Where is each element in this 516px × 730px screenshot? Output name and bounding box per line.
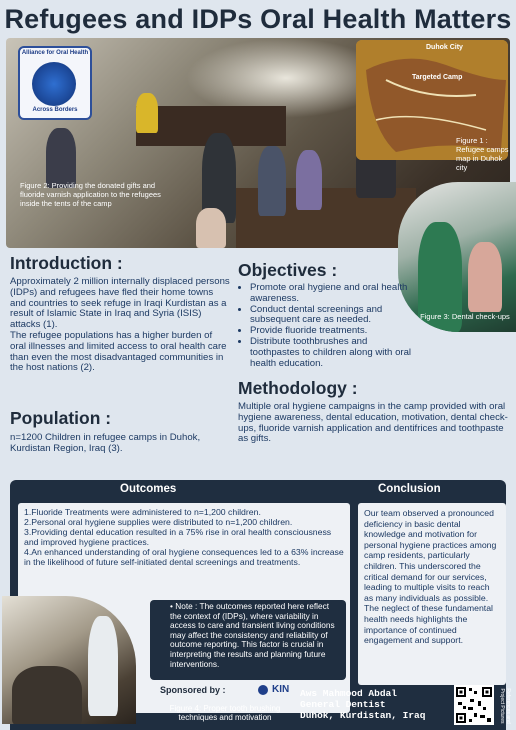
methodology-text: Multiple oral hygiene campaigns in the camp provided with oral hygiene awareness, dental education, motivation, dental check-ups, fluoride varnish application and dentifrices and toothpaste as gifts. (238, 401, 508, 445)
population-text: n=1200 Children in refugee camps in Duhok, Kurdistan Region, Iraq (3). (10, 432, 201, 454)
objective-item: • Promote oral hygiene and oral health awareness. (250, 283, 418, 305)
objective-item: • Distribute toothbrushes and toothpastes to children along with oral health education. (250, 337, 418, 369)
qr-side-label: References and Project Pictures (499, 688, 511, 724)
conclusion-box (358, 503, 506, 685)
objectives-list (238, 283, 418, 369)
population-heading: Population : (10, 408, 112, 428)
conclusion-heading: Conclusion (378, 483, 441, 495)
objectives-heading: Objectives : (238, 260, 338, 280)
author-place: Duhok, Kurdistan, Iraq (300, 710, 426, 721)
figure-3-caption: Figure 3: Dental check-ups (420, 312, 510, 321)
globe-icon (32, 62, 76, 106)
sponsor-label: Sponsored by : (160, 685, 226, 695)
outcome-item: 1.Fluoride Treatments were administered to n=1,200 children. (24, 507, 261, 517)
introduction-heading: Introduction : (10, 253, 123, 273)
map-camp-label: Targeted Camp (412, 74, 463, 81)
figure-2-caption: Figure 2: Providing the donated gifts and fluoride varnish application to the refugees inside the tents of the camp (20, 181, 161, 208)
objective-item: • Conduct dental screenings and subsequent care as needed. (250, 305, 418, 327)
objective-item: • Provide fluoride treatments. (250, 326, 418, 337)
introduction-paragraph-2: The refugee populations has a higher burden of oral illnesses and limited access to oral health care than even the most disadvantaged communities in the host nations (2). (10, 329, 227, 374)
map-city-label: Duhok City (426, 44, 463, 51)
author-name: Aws Mahmood Abdal (300, 688, 397, 699)
author-role: General Dentist (300, 699, 386, 710)
conclusion-text: Our team observed a pronounced deficiency in basic dental knowledge and motivation for personal hygiene practices among camp residents, particularly children. This underscored the critical demand for our services, leading to multiple visits to reach as many individuals as possible. The neglect of these fundamental health needs highlights the importance of continued engagement and support. (364, 508, 497, 646)
outcome-item: 4.An enhanced understanding of oral hygiene consequences led to a 63% increase in the likelihood of future self-initiated dental screenings and treatments. (24, 547, 344, 567)
outcomes-note (150, 600, 346, 680)
outcomes-heading: Outcomes (120, 483, 177, 495)
sponsor-brand: KIN (272, 684, 290, 695)
figure-4-caption: Figure 4: Proper tooth brushing techniques and motivation (169, 704, 281, 722)
figure-1-caption: Figure 1 : Refugee camps map in Duhok city (456, 136, 509, 172)
methodology-heading: Methodology : (238, 378, 358, 398)
sponsor-logo-icon (258, 685, 268, 695)
qr-code[interactable] (454, 685, 494, 725)
poster-title: Refugees and IDPs Oral Health Matters (4, 4, 512, 34)
outcome-item: 2.Personal oral hygiene supplies were distributed to n=1,200 children. (24, 517, 293, 527)
organization-logo: Alliance for Oral Health Across Borders (18, 46, 92, 120)
outcome-item: 3.Providing dental education resulted in a 75% rise in oral health consciousness and improved hygiene practices. (24, 527, 332, 547)
introduction-paragraph-1: Approximately 2 million internally displaced persons (IDPs) and refugees have fled their home towns and countries to seek refuge in Iraqi Kurdistan as a result of Islamic State in Iraq and Syria (ISIS) attacks (1). (10, 276, 230, 331)
note-text: • Note : The outcomes reported here reflect the context of (IDPs), where variability in access to care and transient living conditions may affect the consistency and reliability of outcome reporting. This factor is crucial in interpreting the results and planning future interventions. (170, 601, 335, 669)
